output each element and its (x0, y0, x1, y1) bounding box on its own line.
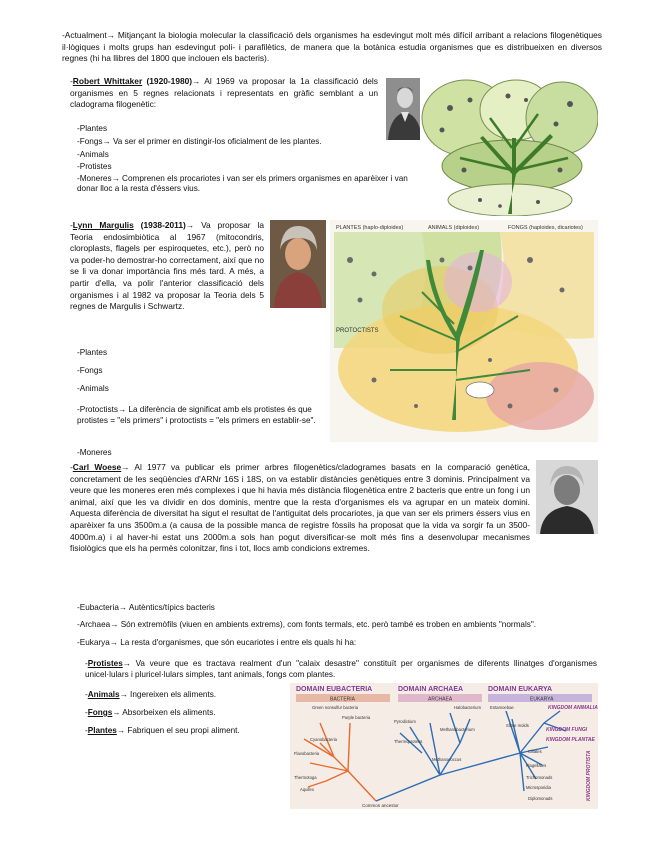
arrow-icon: → (192, 76, 201, 86)
svg-text:Green nonsulfur bacteria: Green nonsulfur bacteria (312, 705, 359, 710)
margulis-item-moneres: -Moneres (77, 448, 112, 457)
margulis-paragraph: -Lynn Margulis (1938-2011)→ Va proposar la Teoria endosimbiòtica al 1967 (mitocondris, cloroplasts, flagels per espiroquetes, etc.), però no va poder-ho demostrar-ho correctament, així que no se li va donar importància fins més tard. A més, a partir d'ella, va polir l'anterior classificació dels organismes i al 1982 va proposar la Teoria dels 5 regnes de Margulis i Schwartz. (70, 220, 264, 312)
margulis-item-protoctists: -Protoctists→ La diferència de significat amb els protistes és que protistes = "els primers" i protoctists = "els primers en establir-se". (77, 405, 316, 425)
svg-text:Thermotoga: Thermotoga (294, 775, 317, 780)
svg-text:Cyanobacteria: Cyanobacteria (310, 737, 338, 742)
whittaker-paragraph: -Robert Whittaker (1920-1980)→ Al 1969 va proposar la 1a classificació dels organismes en 5 regnes relacionats i representats en gràfic semblant a un cladograma filogenètic: (70, 76, 378, 110)
arrow-icon: → (112, 708, 121, 717)
kingdom-fungi-label: KINGDOM FUNGI (546, 727, 588, 733)
margulis-photo (270, 220, 326, 308)
woese-subitem-fongs: -Fongs→ Absorbeixen els aliments. (85, 708, 216, 717)
domain-eukarya-label: DOMAIN EUKARYA (488, 686, 553, 693)
whittaker-item-plantes: -Plantes (77, 124, 108, 133)
arrow-icon: → (117, 405, 127, 414)
whittaker-photo (386, 78, 424, 140)
svg-text:Ciliates: Ciliates (528, 749, 542, 754)
whittaker-item-animals: -Animals (77, 150, 109, 159)
woese-subitem-protistes: -Protistes→ Va veure que es tractava realment d'un "calaix desastre" constituït per organismes de diferents llinatges d'organismes unicel·lulars i pluricel·lulars simples, tant animals, fongs com plantes. (85, 659, 597, 680)
whittaker-item-fongs: -Fongs→ Va ser el primer en distingir-los oficialment de les plantes. (77, 137, 322, 146)
svg-text:ARCHAEA: ARCHAEA (428, 696, 453, 703)
woese-item-archaea: -Archaea→ Són extremòfils (viuen en ambients extrems), com fonts termals, etc. però també es troben en ambients "normals". (77, 620, 537, 629)
svg-text:Methanobacterium: Methanobacterium (440, 727, 475, 732)
svg-text:BACTERIA: BACTERIA (330, 696, 356, 703)
svg-text:Pyrodictium: Pyrodictium (394, 719, 416, 724)
svg-text:Microsporidia: Microsporidia (526, 785, 551, 790)
svg-text:Flavobacteria: Flavobacteria (294, 751, 320, 756)
arrow-icon: → (111, 174, 120, 183)
margulis-item-fongs: -Fongs (77, 366, 103, 375)
margulis-name: Lynn Margulis (72, 220, 134, 230)
label-fongs: FONGS (haploides, dicariotes) (508, 225, 583, 231)
svg-text:Methanococcus: Methanococcus (432, 757, 462, 762)
label-animals: ANIMALS (diploides) (428, 225, 480, 231)
arrow-icon: → (121, 462, 130, 472)
margulis-item-animals: -Animals (77, 384, 109, 393)
svg-text:Trichomonads: Trichomonads (526, 775, 553, 780)
arrow-icon: → (119, 690, 128, 699)
whittaker-five-kingdoms-figure (420, 78, 598, 216)
kingdom-animalia-label: KINGDOM ANIMALIA (548, 705, 598, 711)
svg-text:Flagellates: Flagellates (526, 763, 547, 768)
svg-text:Diplomonads: Diplomonads (528, 796, 553, 801)
margulis-item-plantes: -Plantes (77, 348, 108, 357)
woese-three-domains-figure (290, 683, 598, 809)
arrow-icon: → (185, 220, 195, 230)
woese-subitem-animals: -Animals→ Ingereixen els aliments. (85, 690, 217, 699)
arrow-icon: → (116, 726, 126, 735)
whittaker-item-protistes: -Protistes (77, 162, 112, 171)
svg-text:Purple bacteria: Purple bacteria (342, 715, 371, 720)
margulis-five-kingdoms-figure (330, 220, 598, 442)
arrow-icon: → (110, 620, 119, 629)
woese-item-eubacteria: -Eubacteria→ Autèntics/típics bacteris (77, 603, 215, 612)
svg-text:Aquifex: Aquifex (300, 787, 314, 792)
kingdom-protista-label: KINGDOM PROTISTA (586, 750, 592, 801)
svg-text:Halobacterium: Halobacterium (454, 705, 481, 710)
label-plantes: PLANTES (haplo-diploides) (336, 225, 404, 231)
svg-text:Entamoebae: Entamoebae (490, 705, 514, 710)
svg-text:Slime molds: Slime molds (506, 723, 529, 728)
label-protoctists: PROTOCTISTS (336, 328, 379, 334)
woese-name: Carl Woese (72, 462, 122, 472)
woese-item-eukarya: -Eukarya→ La resta d'organismes, que són eucariotes i entre els quals hi ha: (77, 638, 357, 647)
arrow-icon: → (102, 137, 111, 146)
domain-eubacteria-label: DOMAIN EUBACTERIA (296, 686, 373, 693)
woese-photo (536, 460, 598, 534)
arrow-icon: → (118, 603, 128, 612)
svg-text:Thermoproteus: Thermoproteus (394, 739, 423, 744)
domain-archaea-label: DOMAIN ARCHAEA (398, 686, 464, 693)
arrow-icon: → (109, 638, 118, 647)
arrow-icon: → (122, 659, 131, 668)
whittaker-name: Robert Whittaker (72, 76, 143, 86)
kingdom-plantae-label: KINGDOM PLANTAE (546, 737, 595, 743)
woese-subitem-plantes: -Plantes→ Fabriquen el seu propi aliment. (85, 726, 240, 735)
intro-paragraph: -Actualment→ Mitjançant la biologia molecular la classificació dels organismes ha esdevingut molt més difícil arribant a relacions filogenètiques il·lògiques i molts grups han esdevingut poli- i parafilètics, de manera que la botànica estudia organismes que es distribueixen en diversos regnes (hi ha llibres del 1800 que inclouen els bacteris). (62, 30, 602, 64)
svg-text:EUKARYA: EUKARYA (530, 696, 554, 703)
common-ancestor-label: Common ancestor (362, 803, 399, 808)
whittaker-item-moneres: -Moneres→ Comprenen els procariotes i van ser els primers organismes en aparèixer i van donar lloc a la resta d'éssers vius. (77, 174, 408, 193)
woese-paragraph: -Carl Woese→ Al 1977 va publicar els primer arbres filogenètics/cladogrames basats en la comparació genètica, concretament de les seqüències d'ARNr 16S i 18S, on va establir distàncies genètiques entre 3 dominis. Principalment va veure que les moneres eren més complexes i que hi havia més distància filogenètica entre 2 bacteris que entre un fong i un animal, així que les va dividir en dos dominis, mentre que la resta d'organismes els va agrupar en un mateix domini. Aquesta diferència de diversitat ha sigut el resultat de l'antiguitat dels procariotes, ja que van ser els primers éssers vius en aparèixer fa uns 3500m.a (a causa de la possible manca de registre fòssils ha proposat que la vida va sorgir fa un 3500-4000m.a) i al haver-hi estat uns 2000m.a sols han pogut diversificar-se molt més fins a desenvolupar mecanismes fisiològics que els ha permès colonitzar, fins i tot, llocs amb condicions extremes. (70, 462, 530, 554)
arrow-icon: → (106, 30, 116, 40)
